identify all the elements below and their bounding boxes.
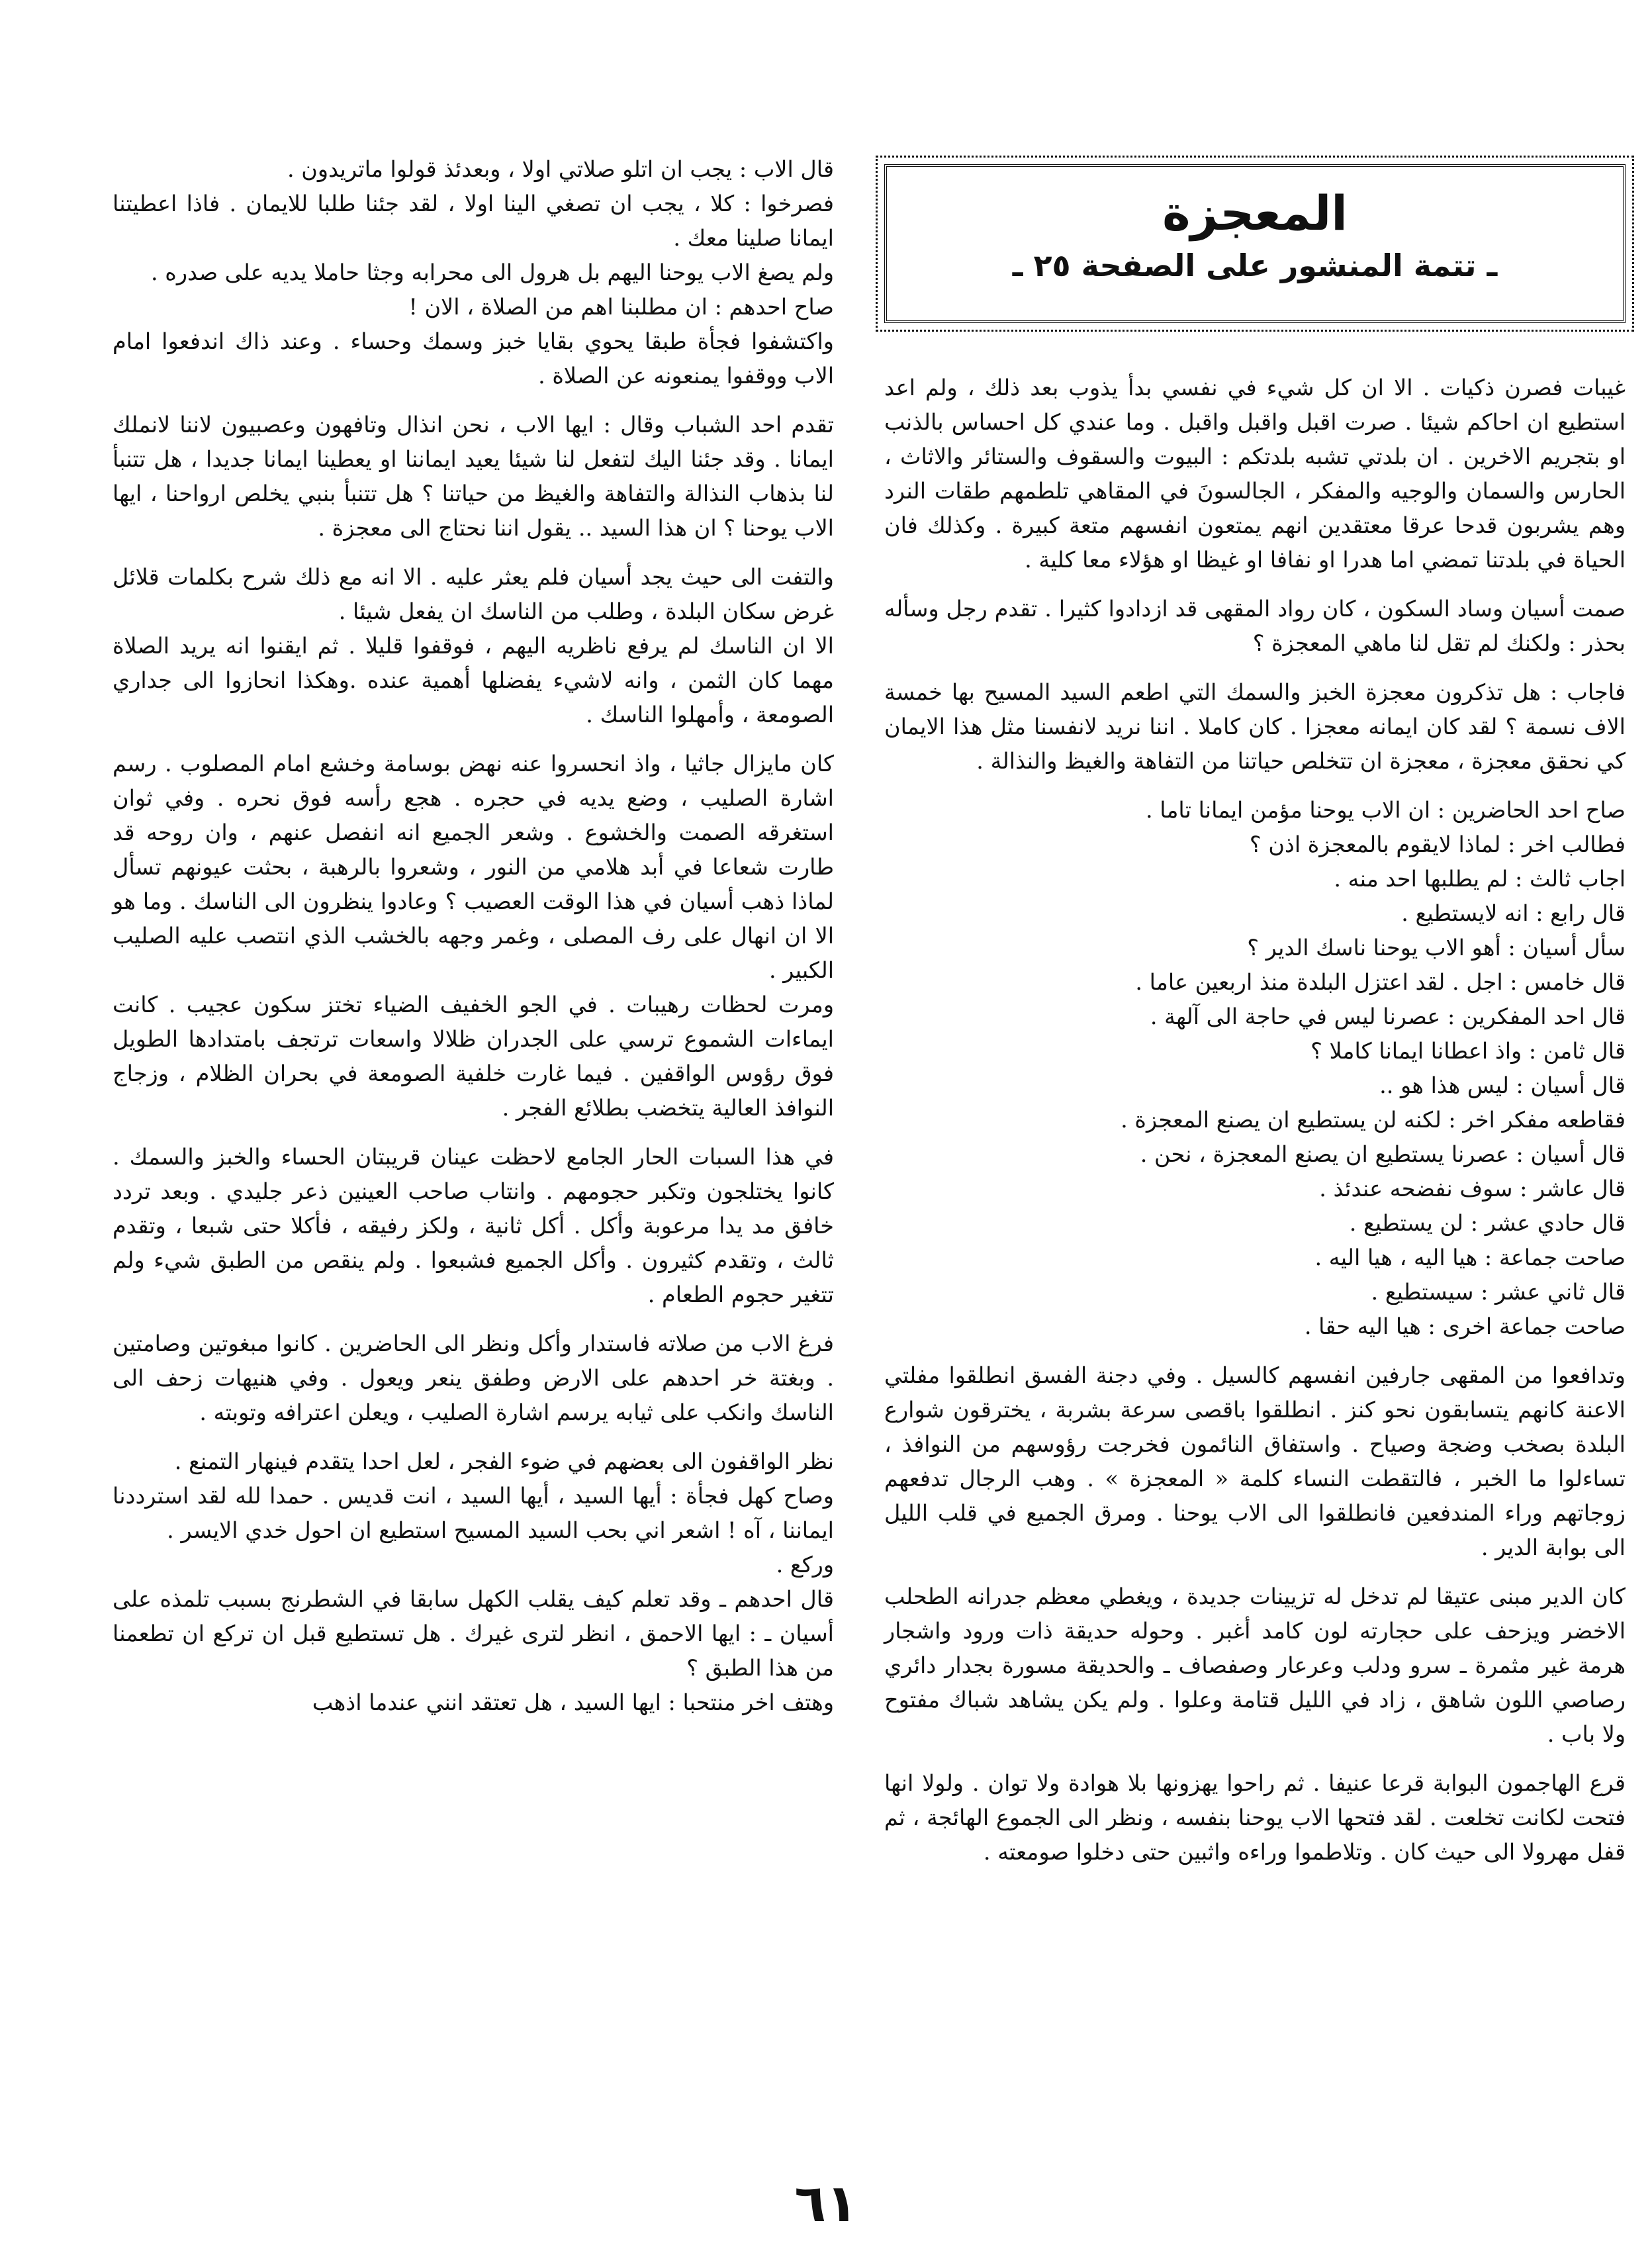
paragraph-text: وركع . <box>776 1552 834 1578</box>
paragraph-text: وهتف اخر منتحبا : ايها السيد ، هل تعتقد انني عندما اذهب <box>312 1689 834 1715</box>
paragraph-text: قال الاب : يجب ان اتلو صلاتي اولا ، وبعدئذ قولوا ماتريدون . <box>287 156 834 182</box>
dialogue-line: قال رابع : انه لايستطيع . <box>1401 900 1626 926</box>
paragraph <box>884 1580 1626 1752</box>
paragraph <box>884 675 1626 779</box>
paragraph-text: وتدافعوا من المقهى جارفين انفسهم كالسيل . وفي دجنة الفسق انطلقوا مفلتي الاعنة كانهم يتسابقون نحو كنز . انطلقوا باقصى سرعة بشربة ، يخترقون شوارع البلدة بصخب وضجة وصياح . واستفاق النائمون فخرجت رؤوسهم من النوافذ ، تساءلوا ما الخبر ، فالتقطت النساء كلمة « المعجزة » . وهب الرجال تدفعهم زوجاتهم وراء المندفعين فانطلقوا الى الاب يوحنا . ومرق الجميع في قلب الليل الى بوابة الدير . <box>884 1362 1626 1560</box>
paragraph-text: تقدم احد الشباب وقال : ايها الاب ، نحن انذال وتافهون وعصبيون لاننا لانملك ايمانا . وقد جئنا اليك لتفعل لنا شيئا يعيد ايماننا او يعطينا ايمانا جديدا ، هل تتنبأ لنا بذهاب النذالة والتفاهة والغيظ من حياتنا ؟ هل تتنبأ بنبي يخلص ارواحنا ، ايها الاب يوحنا ؟ ان هذا السيد .. يقول اننا نحتاج الى معجزة . <box>113 412 834 541</box>
paragraph-text: قال احدهم ـ وقد تعلم كيف يقلب الكهل سابقا في الشطرنج بسبب تلمذه على أسيان ـ : ايها الاحمق ، انظر لترى غيرك . هل تستطيع قبل ان تركع ان تطعمنا من هذا الطبق ؟ <box>113 1586 834 1681</box>
paragraph-block <box>113 1140 834 1312</box>
dialogue-line: قال أسيان : ليس هذا هو .. <box>1379 1072 1626 1098</box>
dialogue-line: صاحت جماعة : هيا اليه ، هيا اليه . <box>1314 1245 1626 1270</box>
paragraph-block <box>113 747 834 1125</box>
paragraph-text: غيبات فصرن ذكيات . الا ان كل شيء في نفسي بدأ يذوب بعد ذلك ، ولم اعد استطيع ان احاكم شيئا . صرت اقبل واقبل واقبل . وما عندي كل احساس بالذنب او بتجريم الاخرين . ان بلدتي تشبه بلدتكم : البيوت والسقوف والستائر والاثاث ، الحارس والسمان والوجيه والمفكر ، الجالسونَ في المقاهي تلطمهم طقات النرد وهم يشربون قدحا عرقا معتقدين انهم يمتعون انفسهم متعة كبيرة . وكذلك فان الحياة في بلدتنا تمضي اما هدرا او نفافا او غيظا او هؤلاء معا كلية . <box>884 375 1626 573</box>
paragraph-text: كان مايزال جاثيا ، واذ انحسروا عنه نهض بوسامة وخشع امام المصلوب . رسم اشارة الصليب ، وضع يديه في حجره . هجع رأسه فوق نحره . وفي ثوان استغرقه الصمت والخشوع . وشعر الجميع انه انفصل عنهم ، وان روحه قد طارت شعاعا في أبد هلامي من النور ، وشعروا بالرهبة ، بحثت عيونهم تسأل لماذا ذهب أسيان في هذا الوقت العصيب ؟ وعادوا ينظرون الى الناسك . وما هو الا ان انهال على رف المصلى ، وغمر وجهه بالخشب الذي انتصب عليه الصليب الكبير . <box>113 751 834 983</box>
dialogue-line: قال ثامن : واذ اعطانا ايمانا كاملا ؟ <box>1310 1038 1626 1064</box>
dialogue-line: قال عاشر : سوف نفضحه عندئذ . <box>1319 1176 1626 1202</box>
left-column <box>113 152 834 1734</box>
paragraph-text: والتفت الى حيث يجد أسيان فلم يعثر عليه . الا انه مع ذلك شرح بكلمات قلائل غرض سكان البلدة ، وطلب من الناسك ان يفعل شيئا . <box>113 564 834 624</box>
dialogue-line: اجاب ثالث : لم يطلبها احد منه . <box>1334 866 1626 892</box>
paragraph <box>884 371 1626 577</box>
paragraph-text: نظر الواقفون الى بعضهم في ضوء الفجر ، لعل احدا يتقدم فينهار التمنع . <box>174 1448 834 1474</box>
paragraph-text: صمت أسيان وساد السكون ، كان رواد المقهى قد ازدادوا كثيرا . تقدم رجل وسأله بحذر : ولكنك لم تقل لنا ماهي المعجزة ؟ <box>884 596 1626 656</box>
dialogue-line: قال حادي عشر : لن يستطيع . <box>1349 1210 1626 1236</box>
article-title: المعجزة <box>1162 185 1348 241</box>
paragraph-text: وصاح كهل فجأة : أيها السيد ، أيها السيد ، انت قديس . حمدا لله لقد استرددنا ايماننا ، آه ! اشعر اني بحب السيد المسيح استطيع ان احول خدي الايسر . <box>113 1483 834 1543</box>
paragraph-text: ومرت لحظات رهيبات . في الجو الخفيف الضياء تختز سكون عجيب . كانت ايماءات الشموع ترسي على الجدران ظلالا واسعات ترتجف بامتدادها الطويل فوق رؤوس الواقفين . فيما غارت خلفية الصومعة في بحران الظلام ، وزجاج النوافذ العالية يتخضب بطلائع الفجر . <box>113 992 834 1121</box>
paragraph-text: الا ان الناسك لم يرفع ناظريه اليهم ، فوقفوا قليلا . ثم ايقنوا انه يريد الصلاة مهما كان الثمن ، وانه لاشيء يفضلها أهمية عنده .وهكذا انحازوا الى جداري الصومعة ، وأمهلوا الناسك . <box>113 633 834 728</box>
paragraph-text: في هذا السبات الحار الجامع لاحظت عينان قريبتان الحساء والخبز والسمك . كانوا يختلجون وتكبر حجومهم . وانتاب صاحب العينين ذعر جليدي . وبعد تردد خافق مد يدا مرعوبة وأكل . أكل ثانية ، ولكز رفيقه ، فأكلا حتى شبعا ، وتقدم ثالث ، وتقدم كثيرون . وأكل الجميع فشبعوا . ولم ينقص من الطبق شيء ولم تتغير حجوم الطعام . <box>113 1144 834 1307</box>
dialogue-line: سأل أسيان : أهو الاب يوحنا ناسك الدير ؟ <box>1247 935 1626 961</box>
dialogue-block <box>884 793 1626 1344</box>
article-subtitle: ـ تتمة المنشور على الصفحة ٢٥ ـ <box>1012 248 1498 283</box>
dialogue-line: قال احد المفكرين : عصرنا ليس في حاجة الى آلهة . <box>1150 1004 1626 1029</box>
paragraph-text: ولم يصغ الاب يوحنا اليهم بل هرول الى محرابه وجثا حاملا يديه على صدره . <box>150 260 834 285</box>
dialogue-line: فقاطعه مفكر اخر : لكنه لن يستطيع ان يصنع المعجزة . <box>1121 1107 1626 1133</box>
paragraph-text: فاجاب : هل تذكرون معجزة الخبز والسمك التي اطعم السيد المسيح بها خمسة الاف نسمة ؟ لقد كان ايمانه معجزا . كان كاملا . اننا نريد لانفسنا مثل هذا الايمان كي نحقق معجزة ، معجزة ان تتخلص حياتنا من التفاهة والغيظ والنذالة . <box>884 679 1626 774</box>
dialogue-line: فطالب اخر : لماذا لايقوم بالمعجزة اذن ؟ <box>1249 831 1626 857</box>
paragraph-block <box>113 408 834 545</box>
paragraph-text: قرع الهاجمون البوابة قرعا عنيفا . ثم راحوا يهزونها بلا هوادة ولا توان . ولولا انها فتحت لكانت تخلعت . لقد فتحها الاب يوحنا بنفسه ، ونظر الى الجموع الهائجة ، ثم قفل مهرولا الى حيث كان . وتلاطموا وراءه واثبين حتى دخلوا صومعته . <box>884 1770 1626 1865</box>
paragraph-block <box>113 1444 834 1720</box>
paragraph-text: فرغ الاب من صلاته فاستدار وأكل ونظر الى الحاضرين . كانوا مبغوتين وصامتين . وبغتة خر احدهم على الارض وطفق ينعر ويعول . وفي هنيهات زحف الى الناسك وانكب على ثيابه يرسم اشارة الصليب ، ويعلن اعترافه وتوبته . <box>113 1331 834 1425</box>
dialogue-line: قال ثاني عشر : سيستطيع . <box>1371 1279 1626 1305</box>
dialogue-line: صاح احد الحاضرين : ان الاب يوحنا مؤمن ايمانا تاما . <box>1145 797 1626 823</box>
paragraph-block <box>113 1327 834 1430</box>
dialogue-line: قال أسيان : عصرنا يستطيع ان يصنع المعجزة ، نحن . <box>1140 1141 1626 1167</box>
dialogue-line: صاحت جماعة اخرى : هيا اليه حقا . <box>1304 1313 1626 1339</box>
title-box <box>884 164 1626 323</box>
paragraph-text: فصرخوا : كلا ، يجب ان تصغي الينا اولا ، لقد جئنا طلبا للايمان . فاذا اعطيتنا ايمانا صلينا معك . <box>113 191 834 251</box>
paragraph-text: واكتشفوا فجأة طبقا يحوي بقايا خبز وسمك وحساء . وعند ذاك اندفعوا امام الاب ووقفوا يمنعونه عن الصلاة . <box>113 328 834 389</box>
paragraph-block <box>113 152 834 393</box>
page-number: ٦١ <box>794 2174 858 2234</box>
paragraph-text: كان الدير مبنى عتيقا لم تدخل له تزيينات جديدة ، ويغطي معظم جدرانه الطحلب الاخضر ويزحف على حجارته لون كامد أغبر . وحوله حديقة ذات ورود واشجار هرمة غير مثمرة ـ سرو ودلب وعرعار وصفصاف ـ والحديقة مسورة بجدار دائري رصاصي اللون شاهق ، زاد في الليل قتامة وعلوا . ولم يكن يشاهد شباك مفتوح ولا باب . <box>884 1583 1626 1747</box>
paragraph-block <box>113 560 834 732</box>
right-column <box>884 371 1626 1884</box>
paragraph <box>884 1358 1626 1565</box>
dialogue-line: قال خامس : اجل . لقد اعتزل البلدة منذ اربعين عاما . <box>1135 969 1626 995</box>
paragraph <box>884 1766 1626 1869</box>
paragraph <box>884 592 1626 661</box>
paragraph-text: صاح احدهم : ان مطلبنا اهم من الصلاة ، الان ! <box>408 294 834 320</box>
